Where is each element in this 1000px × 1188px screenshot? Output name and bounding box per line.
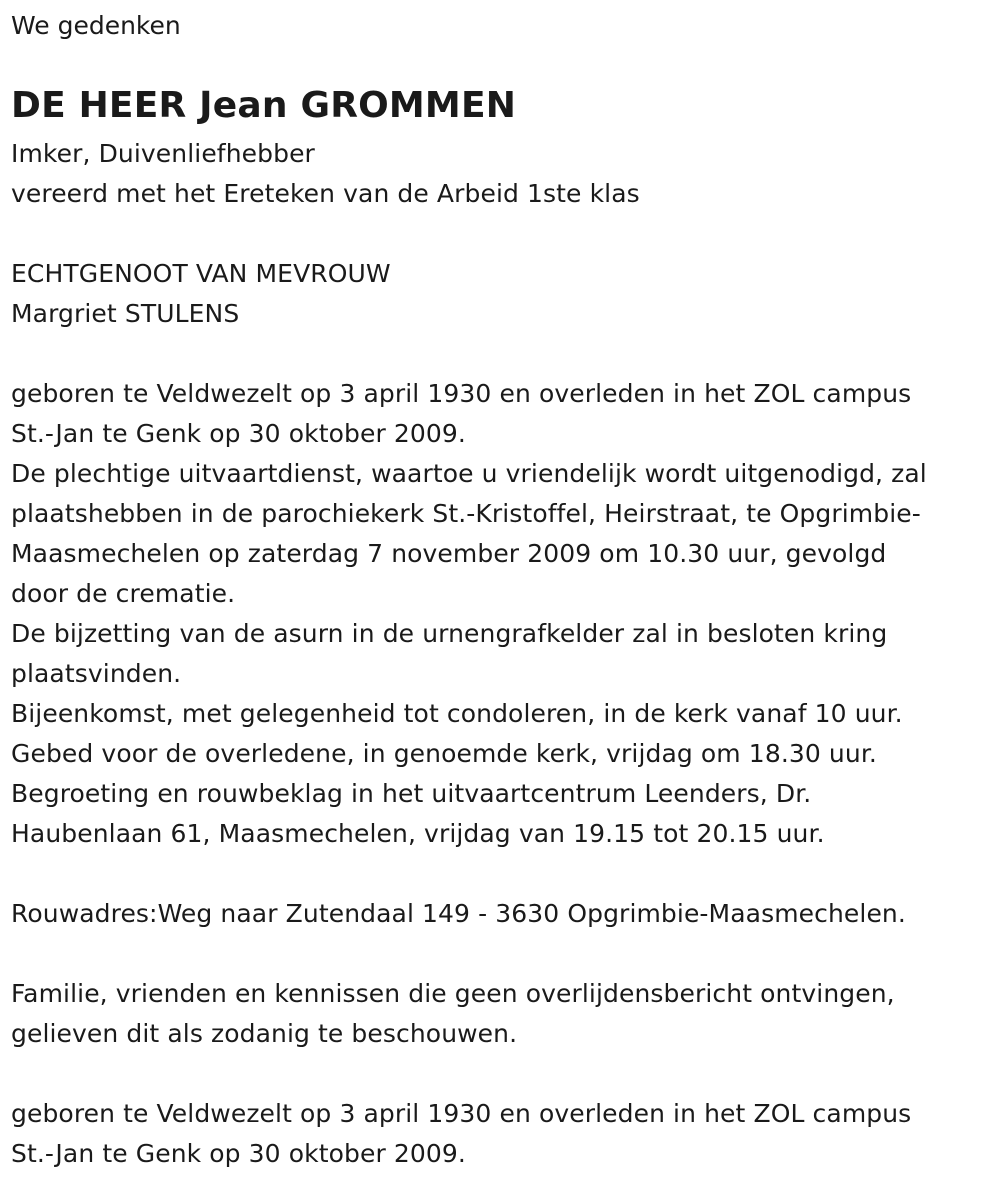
deceased-name: DE HEER Jean GROMMEN <box>11 85 517 126</box>
detail-line: geboren te Veldwezelt op 3 april 1930 en overleden in het ZOL campus <box>11 379 912 408</box>
detail-line: Maasmechelen op zaterdag 7 november 2009 om 10.30 uur, gevolgd <box>11 539 887 568</box>
repeat-line: geboren te Veldwezelt op 3 april 1930 en overleden in het ZOL campus <box>11 1099 912 1128</box>
detail-line: De bijzetting van de asurn in de urnengrafkelder zal in besloten kring <box>11 619 888 648</box>
detail-line: Begroeting en rouwbeklag in het uitvaartcentrum Leenders, Dr. <box>11 779 812 808</box>
spouse-name: Margriet STULENS <box>11 299 240 328</box>
titles-block <box>11 134 640 214</box>
detail-line: plaatshebben in de parochiekerk St.-Kristoffel, Heirstraat, te Opgrimbie- <box>11 499 921 528</box>
repeat-block <box>11 1094 911 1174</box>
title-line: vereerd met het Ereteken van de Arbeid 1ste klas <box>11 179 640 208</box>
detail-line: plaatsvinden. <box>11 659 182 688</box>
family-block <box>11 974 895 1054</box>
detail-line: De plechtige uitvaartdienst, waartoe u vriendelijk wordt uitgenodigd, zal <box>11 459 927 488</box>
mourning-address: Rouwadres:Weg naar Zutendaal 149 - 3630 Opgrimbie-Maasmechelen. <box>11 899 906 928</box>
family-line: gelieven dit als zodanig te beschouwen. <box>11 1019 518 1048</box>
repeat-line: St.-Jan te Genk op 30 oktober 2009. <box>11 1139 466 1168</box>
title-line: Imker, Duivenliefhebber <box>11 139 315 168</box>
detail-line: Bijeenkomst, met gelegenheid tot condoleren, in de kerk vanaf 10 uur. <box>11 699 903 728</box>
spouse-block <box>11 254 391 334</box>
address-block <box>11 894 906 934</box>
details-block <box>11 374 927 854</box>
detail-line: door de crematie. <box>11 579 236 608</box>
family-line: Familie, vrienden en kennissen die geen overlijdensbericht ontvingen, <box>11 979 895 1008</box>
detail-line: St.-Jan te Genk op 30 oktober 2009. <box>11 419 466 448</box>
detail-line: Haubenlaan 61, Maasmechelen, vrijdag van 19.15 tot 20.15 uur. <box>11 819 825 848</box>
spouse-label: ECHTGENOOT VAN MEVROUW <box>11 259 391 288</box>
intro-text: We gedenken <box>11 11 181 40</box>
detail-line: Gebed voor de overledene, in genoemde kerk, vrijdag om 18.30 uur. <box>11 739 877 768</box>
